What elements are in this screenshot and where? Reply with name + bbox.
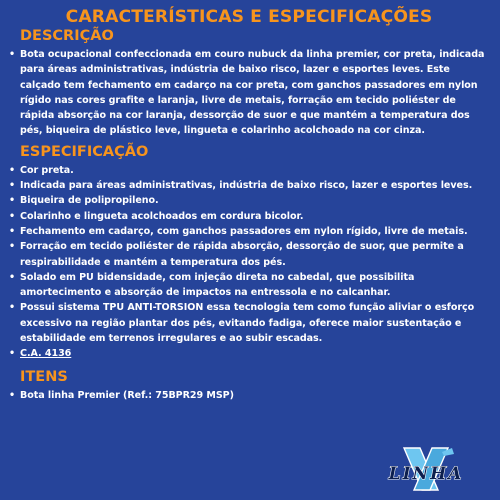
spec-item	[8, 239, 490, 270]
itens-item	[8, 388, 490, 403]
spec-item-text: Fechamento em cadarço, com ganchos passadores em nylon rígido, livre de metais.	[20, 225, 468, 237]
bullet-icon: •	[9, 180, 16, 192]
spec-item	[8, 178, 490, 193]
itens-heading: ITENS	[20, 368, 68, 385]
bullet-icon: •	[9, 348, 16, 360]
spec-item	[8, 300, 490, 346]
especificacao-list	[8, 163, 490, 362]
spec-item-text: Cor preta.	[20, 164, 74, 176]
spec-item	[8, 209, 490, 224]
spec-item-text: Possui sistema TPU ANTI-TORSION essa tecnologia tem como função aliviar o esforço excessivo na região plantar dos pés, evitando fadiga, oferece maior sustentação e estabilidade em terrenos irregulares e ao subir escadas.	[20, 302, 475, 345]
spec-item-text: Indicada para áreas administrativas, indústria de baixo risco, lazer e esportes leves.	[20, 180, 473, 192]
spec-item-ca	[8, 346, 490, 361]
descricao-text: Bota ocupacional confeccionada em couro nubuck da linha premier, cor preta, indicada para áreas administrativas, indústria de baixo risco, lazer e esportes leves. Este calçado tem fechamento em cadarço na cor preta, com ganchos passadores em nylon rígido nas cores grafite e laranja, livre de metais, forração em tecido poliéster de rápida absorção na cor laranja, dessorção de suor e que mantém a temperatura dos pés, biqueira de plástico leve, lingueta e colarinho acolchoado na cor cinza.	[20, 49, 485, 137]
bullet-icon: •	[9, 210, 16, 222]
ca-number: C.A. 4136	[20, 348, 72, 360]
bullet-icon: •	[9, 195, 16, 207]
bullet-icon: •	[9, 271, 16, 283]
bullet-icon: •	[9, 225, 16, 237]
bullet-icon: •	[9, 241, 16, 253]
descricao-heading: DESCRIÇÃO	[20, 28, 114, 44]
bullet-icon: •	[9, 49, 16, 60]
bullet-icon: •	[9, 164, 16, 176]
bullet-icon: •	[9, 389, 16, 401]
brand-logo	[380, 446, 472, 494]
especificacao-heading: ESPECIFICAÇÃO	[20, 143, 149, 160]
spec-item-text: Biqueira de polipropileno.	[20, 195, 159, 207]
spec-item-text: Solado em PU bidensidade, com injeção direta no cabedal, que possibilita amortecimento e absorção de impactos na entressola e no calcanhar.	[20, 271, 415, 299]
spec-item	[8, 163, 490, 178]
spec-item-text: Forração em tecido poliéster de rápida absorção, dessorção de suor, que permite a respirabilidade e mantém a temperatura dos pés.	[20, 241, 464, 268]
spec-item	[8, 270, 490, 301]
bullet-icon: •	[9, 302, 16, 314]
itens-item-text: Bota linha Premier (Ref.: 75BPR29 MSP)	[20, 389, 234, 401]
spec-item	[8, 193, 490, 208]
itens-list	[8, 388, 490, 403]
spec-item	[8, 224, 490, 239]
descricao-paragraph	[8, 47, 490, 139]
logo-wordmark: LINHA	[388, 464, 464, 484]
page-title: CARACTERÍSTICAS E ESPECIFICAÇÕES	[65, 7, 433, 27]
descricao-list	[8, 47, 490, 139]
spec-item-text: Colarinho e lingueta acolchoados em cordura bicolor.	[20, 210, 304, 222]
